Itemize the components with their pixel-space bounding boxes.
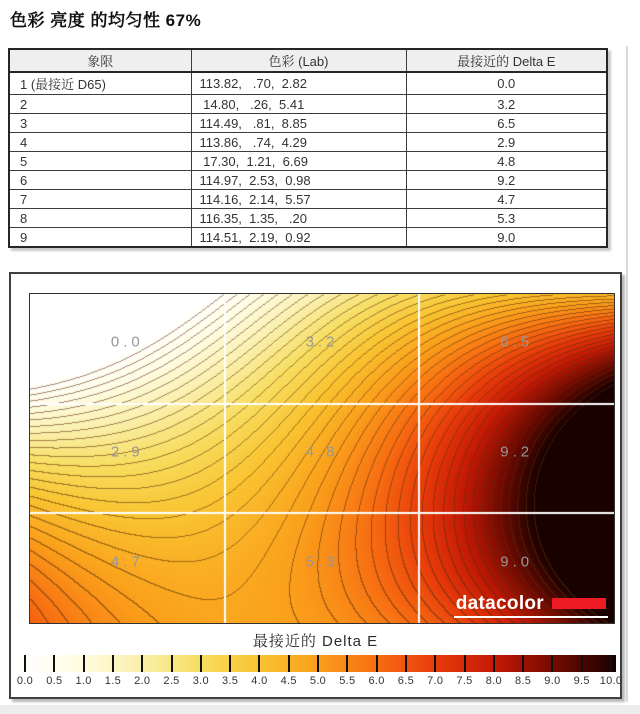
quadrant-cell: 7	[9, 190, 191, 209]
colorbar-tick-label: 7.5	[456, 675, 473, 687]
colorbar-tick	[464, 655, 466, 672]
lab-value-cell: 114.49, .81, 8.85	[191, 114, 406, 133]
colorbar-tick-label: 0.5	[46, 675, 63, 687]
heatmap-cell-label: 9.0	[500, 553, 534, 571]
colorbar-tick-label: 1.0	[75, 675, 92, 687]
colorbar-tick	[493, 655, 495, 672]
heatmap-cell-label: 6.5	[500, 333, 534, 351]
uniformity-table	[8, 48, 608, 248]
table-row	[9, 72, 607, 95]
colorbar-tick	[53, 655, 55, 672]
quadrant-cell: 9	[9, 228, 191, 248]
page-edge-shadow-bottom	[0, 705, 640, 714]
colorbar-tick-label: 6.0	[368, 675, 385, 687]
lab-value-cell: 114.51, 2.19, 0.92	[191, 228, 406, 248]
delta-e-cell: 4.7	[406, 190, 607, 209]
colorbar-tick	[200, 655, 202, 672]
colorbar-tick	[112, 655, 114, 672]
quadrant-cell: 3	[9, 114, 191, 133]
colorbar-tick	[258, 655, 260, 672]
lab-value-cell: 114.97, 2.53, 0.98	[191, 171, 406, 190]
colorbar-tick	[83, 655, 85, 672]
heatmap-cell-label: 3.2	[305, 333, 339, 351]
colorbar-tick	[581, 655, 583, 672]
colorbar-tick	[171, 655, 173, 672]
lab-value-cell: 14.80, .26, 5.41	[191, 95, 406, 114]
heatmap-cell-label: 2.9	[110, 443, 144, 461]
delta-e-cell: 5.3	[406, 209, 607, 228]
lab-value-cell: 116.35, 1.35, .20	[191, 209, 406, 228]
datacolor-logo-text: datacolor	[455, 593, 544, 614]
colorbar-tick-label: 2.0	[134, 675, 151, 687]
quadrant-cell: 2	[9, 95, 191, 114]
colorbar	[20, 655, 616, 672]
colorbar-tick-label: 4.0	[251, 675, 268, 687]
heatmap-cell-label: 9.2	[500, 443, 534, 461]
colorbar-tick-label: 6.5	[397, 675, 414, 687]
heatmap-cell-label: 4.8	[305, 443, 339, 461]
heatmap-cell-label: 0.0	[110, 333, 144, 351]
table-row	[9, 95, 607, 114]
colorbar-tick	[376, 655, 378, 672]
heatmap-cell-label: 4.7	[110, 553, 144, 571]
page-title: 色彩 亮度 的均匀性 67%	[10, 11, 202, 30]
colorbar-tick-label: 7.0	[427, 675, 444, 687]
table-row	[9, 228, 607, 248]
delta-e-cell: 4.8	[406, 152, 607, 171]
delta-e-cell: 9.2	[406, 171, 607, 190]
lab-value-cell: 113.86, .74, 4.29	[191, 133, 406, 152]
colorbar-tick	[229, 655, 231, 672]
colorbar-tick	[522, 655, 524, 672]
table-header-cell: 象限	[9, 49, 191, 72]
colorbar-tick	[610, 655, 612, 672]
colorbar-tick-label: 2.5	[163, 675, 180, 687]
page-edge-shadow-right	[626, 46, 628, 702]
colorbar-tick	[317, 655, 319, 672]
colorbar-tick	[24, 655, 26, 672]
colorbar-tick-label: 3.0	[192, 675, 209, 687]
colorbar-tick	[346, 655, 348, 672]
colorbar-tick-label: 1.5	[104, 675, 121, 687]
uniformity-chart-panel	[9, 272, 622, 699]
lab-value-cell: 17.30, 1.21, 6.69	[191, 152, 406, 171]
colorbar-tick-label: 8.5	[514, 675, 532, 687]
colorbar-tick-label: 0.0	[16, 675, 34, 687]
quadrant-cell: 8	[9, 209, 191, 228]
table-header-cell: 色彩 (Lab)	[191, 49, 406, 72]
colorbar-tick	[434, 655, 436, 672]
table-header-row	[9, 49, 607, 72]
delta-e-cell: 6.5	[406, 114, 607, 133]
colorbar-tick-label: 10.0	[599, 675, 623, 687]
colorbar-tick-label: 9.5	[573, 675, 590, 687]
colorbar-tick-label: 8.0	[485, 675, 502, 687]
quadrant-cell: 4	[9, 133, 191, 152]
colorbar-title: 最接近的 Delta E	[252, 633, 379, 650]
table-row	[9, 114, 607, 133]
lab-value-cell: 114.16, 2.14, 5.57	[191, 190, 406, 209]
table-row	[9, 209, 607, 228]
colorbar-tick	[405, 655, 407, 672]
colorbar-tick-label: 4.5	[280, 675, 297, 687]
lab-value-cell: 113.82, .70, 2.82	[191, 72, 406, 95]
heatmap	[29, 293, 615, 624]
delta-e-cell: 9.0	[406, 228, 607, 248]
colorbar-tick-label: 3.5	[221, 675, 239, 687]
table-row	[9, 152, 607, 171]
heatmap-canvas	[30, 294, 614, 623]
colorbar-tick	[551, 655, 553, 672]
colorbar-tick-label: 5.5	[339, 675, 356, 687]
colorbar-tick	[288, 655, 290, 672]
datacolor-logo	[454, 594, 608, 618]
colorbar-tick-label: 5.0	[309, 675, 327, 687]
delta-e-cell: 0.0	[406, 72, 607, 95]
heatmap-cell-label: 5.3	[305, 553, 339, 571]
table-header-cell: 最接近的 Delta E	[406, 49, 607, 72]
quadrant-cell: 6	[9, 171, 191, 190]
quadrant-cell: 1 (最接近 D65)	[9, 72, 191, 95]
colorbar-tick-label: 9.0	[544, 675, 561, 687]
table-row	[9, 190, 607, 209]
table-row	[9, 133, 607, 152]
table-row	[9, 171, 607, 190]
colorbar-tick	[141, 655, 143, 672]
quadrant-cell: 5	[9, 152, 191, 171]
delta-e-cell: 3.2	[406, 95, 607, 114]
delta-e-cell: 2.9	[406, 133, 607, 152]
datacolor-logo-red-bar	[552, 598, 606, 609]
